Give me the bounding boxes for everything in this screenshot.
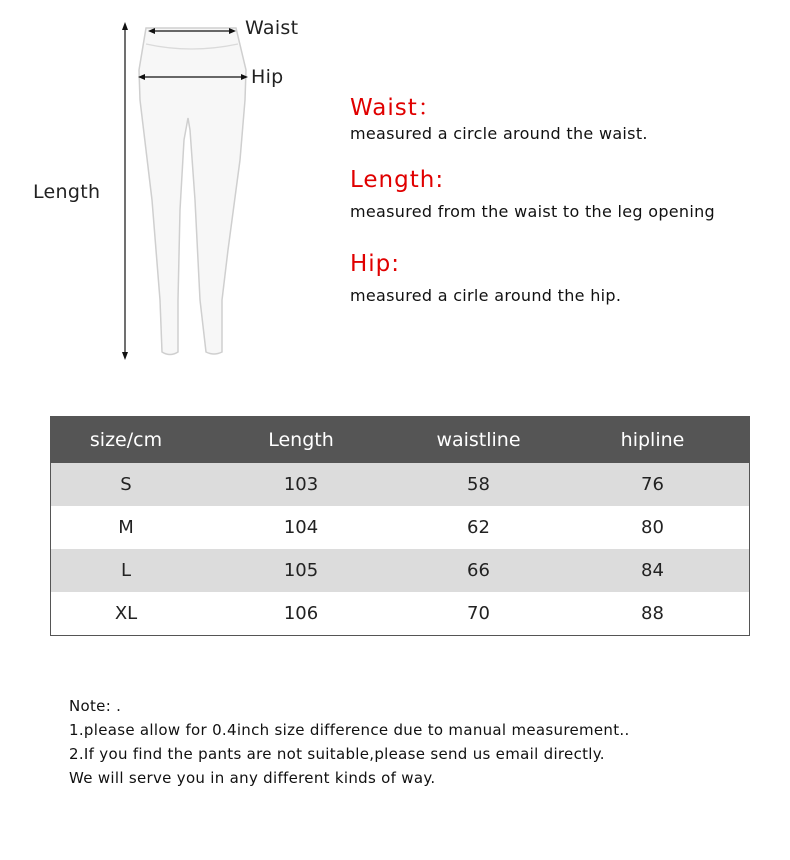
waistline-cell: 62 [467, 517, 490, 538]
hipline-cell: 76 [641, 474, 664, 495]
size-cell: XL [114, 603, 138, 624]
header-waistline: waistline [436, 429, 521, 451]
note-line: 2.If you find the pants are not suitable,please send us email directly. [69, 745, 605, 763]
waistline-cell: 66 [467, 560, 490, 581]
waist-definition-title: Waist： [350, 95, 442, 121]
length-label: Length [33, 181, 101, 203]
table-row [51, 506, 749, 549]
length-arrow [122, 22, 128, 360]
length-cell: 106 [283, 603, 319, 624]
hipline-cell: 80 [641, 517, 664, 538]
table-header-row [51, 417, 749, 463]
waistline-cell: 58 [467, 474, 490, 495]
waistline-cell: 70 [467, 603, 490, 624]
table-row [51, 463, 749, 506]
note-line: We will serve you in any different kinds of way. [69, 769, 436, 787]
waist-label: Waist [245, 17, 299, 39]
table-row [51, 549, 749, 592]
size-cell: L [120, 560, 132, 581]
length-definition-text: measured from the waist to the leg opening [350, 202, 716, 221]
hipline-cell: 88 [641, 603, 664, 624]
length-cell: 103 [283, 474, 319, 495]
note-line: 1.please allow for 0.4inch size difference due to manual measurement.. [69, 721, 630, 739]
hip-definition-text: measured a cirle around the hip. [350, 286, 622, 305]
length-cell: 104 [283, 517, 319, 538]
note-heading: Note: . [69, 697, 122, 715]
hip-definition-title: Hip: [350, 251, 401, 277]
table-body [51, 463, 749, 635]
notes-section [69, 694, 769, 790]
header-length: Length [268, 429, 334, 451]
measurement-diagram [0, 0, 330, 380]
hipline-cell: 84 [641, 560, 664, 581]
hip-label: Hip [251, 66, 284, 88]
header-hipline: hipline [620, 429, 685, 451]
header-size: size/cm [89, 429, 163, 451]
size-cell: S [120, 474, 132, 495]
length-cell: 105 [283, 560, 319, 581]
waist-definition-text: measured a circle around the waist. [350, 124, 648, 143]
length-definition-title: Length: [350, 167, 445, 193]
size-chart-table [50, 416, 750, 636]
size-cell: M [118, 517, 134, 538]
table-row [51, 592, 749, 635]
